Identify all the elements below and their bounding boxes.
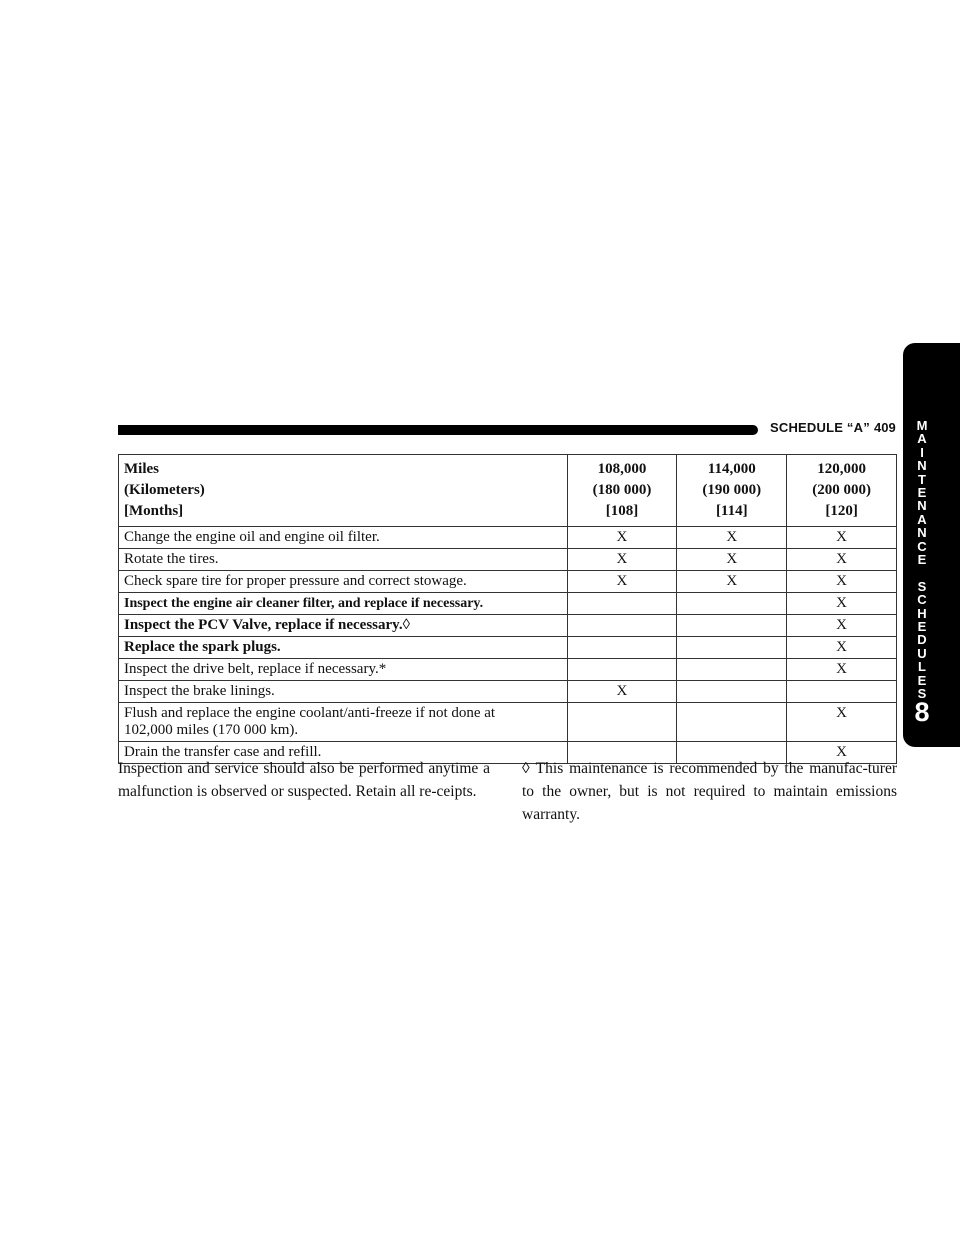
table-header-row (119, 455, 897, 527)
task-label: Inspect the drive belt, replace if necessary.* (119, 659, 568, 681)
task-label: Rotate the tires. (119, 549, 568, 571)
tab-letter: N (917, 525, 927, 541)
tab-letter: I (920, 444, 924, 460)
tab-letter: D (917, 632, 927, 648)
tab-letter: M (916, 418, 928, 433)
task-mark: X (787, 659, 897, 681)
task-mark: X (567, 681, 677, 703)
interval-miles: 114,000 (707, 461, 756, 477)
tab-letter: S (917, 578, 927, 594)
emissions-note-text: This maintenance is recommended by the manufac-turer to the owner, but is not required to maintain emissions warranty. (522, 760, 897, 823)
table-row (119, 593, 897, 615)
inspection-note: Inspection and service should also be performed anytime a malfunction is observed or suspected. Retain all re-ceipts. (118, 760, 490, 800)
tab-letter: E (917, 552, 927, 568)
task-label: Change the engine oil and engine oil filter. (119, 527, 568, 549)
header-interval-120 (787, 455, 897, 527)
interval-km: (200 000) (812, 482, 871, 498)
table-row (119, 571, 897, 593)
table-row (119, 637, 897, 659)
task-mark (677, 593, 787, 615)
tab-letter: C (917, 538, 927, 554)
task-mark (677, 637, 787, 659)
tab-letter: T (918, 471, 926, 487)
task-mark (677, 681, 787, 703)
task-label: Check spare tire for proper pressure and correct stowage. (119, 571, 568, 593)
header-interval-114 (677, 455, 787, 527)
task-label: Inspect the brake linings. (119, 681, 568, 703)
page-number: 409 (874, 420, 896, 435)
task-mark: X (787, 593, 897, 615)
task-mark (787, 681, 897, 703)
tab-letter: E (917, 485, 927, 501)
task-mark: X (787, 615, 897, 637)
task-label: Replace the spark plugs. (119, 637, 568, 659)
table-row (119, 659, 897, 681)
tab-gap (911, 566, 933, 579)
task-mark (677, 615, 787, 637)
table-row (119, 681, 897, 703)
task-mark: X (787, 703, 897, 742)
header-label-cell (119, 455, 568, 527)
task-mark: X (567, 571, 677, 593)
task-mark: X (677, 571, 787, 593)
table-row (119, 615, 897, 637)
task-label (119, 703, 568, 742)
task-label-line: Flush and replace the engine coolant/anti-freeze if not done at (124, 705, 496, 721)
tab-letter: C (917, 592, 927, 608)
diamond-icon: ◊ (522, 760, 530, 777)
task-mark: X (677, 549, 787, 571)
task-mark: X (787, 549, 897, 571)
interval-months: [120] (825, 503, 858, 519)
task-mark (567, 637, 677, 659)
chapter-tab-letters (911, 419, 933, 701)
section-title: SCHEDULE “A” (770, 420, 870, 435)
task-mark: X (787, 527, 897, 549)
tab-letter: L (918, 659, 926, 675)
tab-letter: N (917, 498, 927, 514)
header-interval-108 (567, 455, 677, 527)
task-mark: X (787, 742, 897, 764)
task-mark: X (567, 527, 677, 549)
diamond-icon: ◊ (402, 617, 411, 633)
tab-letter: E (917, 619, 927, 635)
task-mark: X (787, 571, 897, 593)
task-label-line: 102,000 miles (170 000 km). (124, 722, 299, 738)
chapter-number: 8 (914, 697, 930, 727)
table-row (119, 549, 897, 571)
interval-miles: 120,000 (817, 461, 866, 477)
task-label-text: Inspect the engine air cleaner filter, and replace if necessary. (124, 596, 484, 611)
tab-letter: U (917, 645, 927, 661)
tab-letter: H (917, 605, 927, 621)
task-mark: X (677, 527, 787, 549)
tab-letter: A (917, 511, 927, 527)
tab-letter: N (917, 458, 927, 474)
emissions-note (522, 757, 897, 826)
task-mark (567, 659, 677, 681)
chapter-tab (903, 343, 960, 747)
task-mark (677, 703, 787, 742)
interval-km: (180 000) (592, 482, 652, 498)
header-label-miles: Miles (124, 461, 159, 477)
interval-months: [114] (715, 503, 748, 519)
tab-letter: E (917, 672, 927, 688)
header-rule (118, 425, 758, 435)
table-row (119, 527, 897, 549)
task-mark (677, 659, 787, 681)
task-label: Drain the transfer case and refill. (119, 742, 568, 764)
task-mark (567, 593, 677, 615)
tab-letter: S (917, 686, 927, 702)
interval-months: [108] (605, 503, 639, 519)
header-label-km: (Kilometers) (124, 482, 205, 498)
header-label-months: [Months] (124, 503, 184, 519)
tab-letter: A (917, 431, 927, 447)
maintenance-schedule-table (118, 454, 897, 764)
task-mark: X (567, 549, 677, 571)
task-label (119, 593, 568, 615)
table-row (119, 703, 897, 742)
task-label-text: Inspect the PCV Valve, replace if necessary. (124, 617, 403, 633)
task-mark (567, 703, 677, 742)
task-label (119, 615, 568, 637)
interval-miles: 108,000 (597, 461, 647, 477)
task-mark: X (787, 637, 897, 659)
task-mark (567, 615, 677, 637)
interval-km: (190 000) (702, 482, 762, 498)
